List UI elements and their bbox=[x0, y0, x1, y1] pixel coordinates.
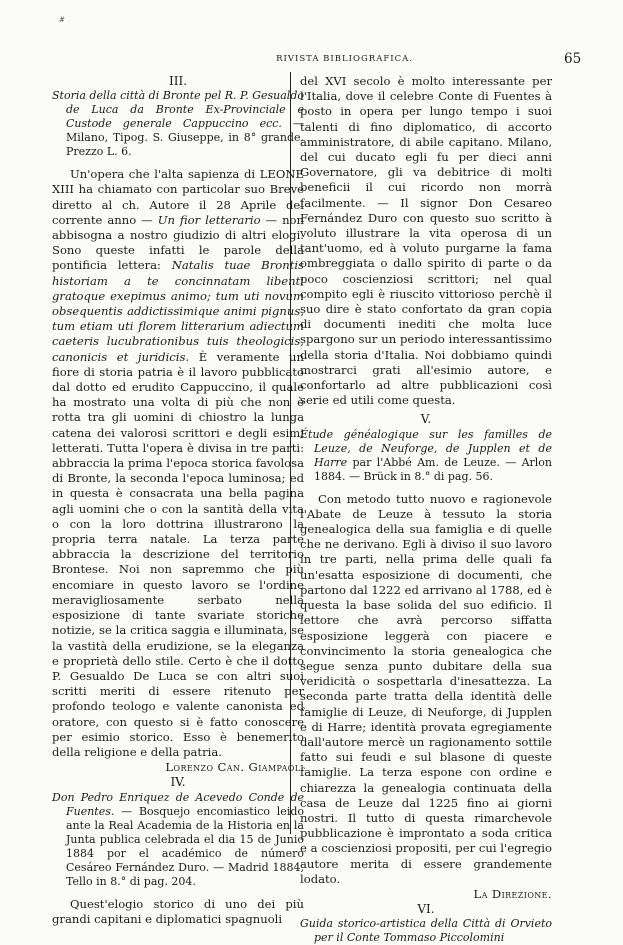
section-iv-citation bbox=[52, 791, 304, 889]
section-iii-numeral: III. bbox=[168, 74, 188, 88]
review-iii-text-2: — non abbisogna a nostro giudizio di altri elogi. Sono queste infatti le parole della pontificia lettera: bbox=[52, 212, 305, 273]
section-iii-citation bbox=[52, 89, 304, 159]
review-iii-phrase: Un fior letterario bbox=[157, 212, 261, 227]
section-v-citation-title: Étude généalogique sur les familles de Leuze, de Neuforge, de Jupplen et de Harre bbox=[300, 427, 552, 469]
review-iv-body-start: Quest'elogio storico di uno dei più grandi capitani e diplomatici spagnuoli bbox=[52, 896, 304, 926]
section-iv-citation-title: Don Pedro Enriquez de Acevedo Conde de Fuentes. bbox=[52, 790, 304, 818]
review-iii-text-3: È veramente un fiore di storia patria è il lavoro pubblicato dal dotto ed erudito Cappuccino, il quale ha mostrato una volta di più che non è rotta tra gli uomini di chiostro la lunga catena dei valorosi scrittori e degli esimi letterati. Tutta l'opera è divisa in tre parti: abbraccia la prima l'epoca storica favolosa di Bronte, la seconda l'epoca luminosa; ed in questa è consacrata una bella pagina agli uomini che o con la santità della vita o con la loro dottrina illustrarono la propria terra natale. La terza parte abbraccia la descrizione del territorio Brontese. Noi non sapremmo che più encomiare in questo lavoro se l'ordine meravigliosamente serbato nella esposizione di tante svariate storiche notizie, se la critica saggia e illuminata, se la vastità della erudizione, se la eleganza e proprietà dello stile. Certo è che il dotto P. Gesualdo De Luca se con altri suoi scritti meriti di essere ritenuto per profondo teologo e valente canonista ed oratore, con questo si è fatto conoscere per esimio storico. Esso è benemerito della religione e della patria. bbox=[52, 349, 304, 759]
left-column bbox=[52, 74, 304, 927]
running-head: RIVISTA BIBLIOGRAFICA. bbox=[276, 54, 413, 64]
section-iv-citation-rest: — Bosquejo encomiastico leido ante la Real Academia de la Historia en la Junta publica celebrada el dia 15 de Junio 1884 por el académico de número Cesáreo Fernández Duro. — Madrid 1884, Tello in 8.° di pag. 204. bbox=[66, 804, 304, 888]
signature-iii: Lorenzo Can. Giampaoli bbox=[165, 760, 304, 775]
section-v-citation bbox=[300, 428, 552, 484]
right-column bbox=[300, 74, 552, 945]
section-iii-citation-title: Storia della città di Bronte pel R. P. Gesualdo de Luca da Bronte Ex-Provinciale e Custode generale Cappuccino ecc. bbox=[52, 89, 304, 131]
section-vi-numeral: VI. bbox=[417, 902, 435, 917]
section-iii-citation-imprint: — Milano, Tipog. S. Giuseppe, in 8° grande. Prezzo L. 6. bbox=[66, 117, 304, 159]
ink-speck: # bbox=[59, 16, 65, 24]
section-v-numeral: V. bbox=[420, 412, 432, 427]
review-iii-text-1: Un'opera che l'alta sapienza di LEONE XIII ha chiamato con particolar suo Breve diretto al ch. Autore il 28 Aprile del corrente anno — bbox=[52, 167, 304, 227]
section-vi-citation-title: Guida storico-artistica della Città di Orvieto per il Conte Tommaso Piccolomini bbox=[300, 917, 552, 945]
page-number: 65 bbox=[564, 51, 582, 67]
review-iii-latin-quote: Natalis tuae Brontis historiam a te concinnatam libenti gratoque exepimus animo; tum uti novum obsequentis addictissimique animi pignus, tum etiam uti florem litterarium adiectum caeteris lucubrationibus tuis theologicis, canonicis et juridicis. bbox=[52, 258, 304, 364]
review-iv-body-continued: del XVI secolo è molto interessante per l'Italia, dove il celebre Conte di Fuentes à posto in opera per lungo tempo i suoi talenti di fino diplomatico, di accorto amministratore, di abile capitano. Milano, del cui ducato egli fu per dieci anni Governatore, gli va debitrice di molti beneficii il cui ricordo non morrà facilmente. — Il signor Don Cesareo Fernández Duro con questo suo scritto à voluto illustrare la vita operosa di un tant'uomo, ed à voluto purgarne la fama ombreggiata o dallo spirito di parte o da poco coscienziosi scrittori; nel qual compito egli è riuscito vittorioso perchè il suo dire è stato confortato da gran copia di documenti inediti che molta luce spargono sur un periodo interessantissimo della storia d'Italia. Noi dobbiamo quindi mostrarci grati all'esimio autore, e confortarlo ad altre pubblicazioni così serie ed utili come questa. bbox=[300, 74, 552, 408]
signature-v: La Direzione. bbox=[473, 886, 552, 901]
review-v-body: Con metodo tutto nuovo e ragionevole l'Abate de Leuze à tessuto la storia genealogica della sua famiglia e di quelle che ne derivano. Egli à diviso il suo lavoro in tre parti, nella prima delle quali fa un'esatta esposizione di documenti, che partono dal 1222 ed arrivano al 1788, ed è questa la base solida del suo edificio. Il lettore che avrà percorso siffatta esposizione leggerà con piacere e convincimento la storia genealogica che segue senza punto dubitare della sua veridicità o sospettarla d'inesattezza. La seconda parte tratta della identità delle famiglie di Leuze, di Neuforge, di Jupplen e di Harre; identità provata egregiamente dall'autore mercè un ragionamento sottile fatto sui feudi e sul blasone di queste famiglie. La terza espone con ordine e chiarezza la genealogia continuata della casa de Leuze dal 1225 fino ai giorni nostri. Il tutto di questa rimarchevole pubblicazione è improntato a soda critica e a coscienziosi propositi, per cui l'egregio autore merita di essere grandemente lodato. bbox=[300, 491, 552, 886]
section-v-citation-rest: par l'Abbé Am. de Leuze. — Arlon 1884. — Brück in 8.° di pag. 56. bbox=[314, 455, 552, 483]
section-vi-citation bbox=[300, 917, 552, 945]
review-iii-body bbox=[52, 167, 304, 760]
section-iv-numeral: IV. bbox=[170, 775, 186, 790]
